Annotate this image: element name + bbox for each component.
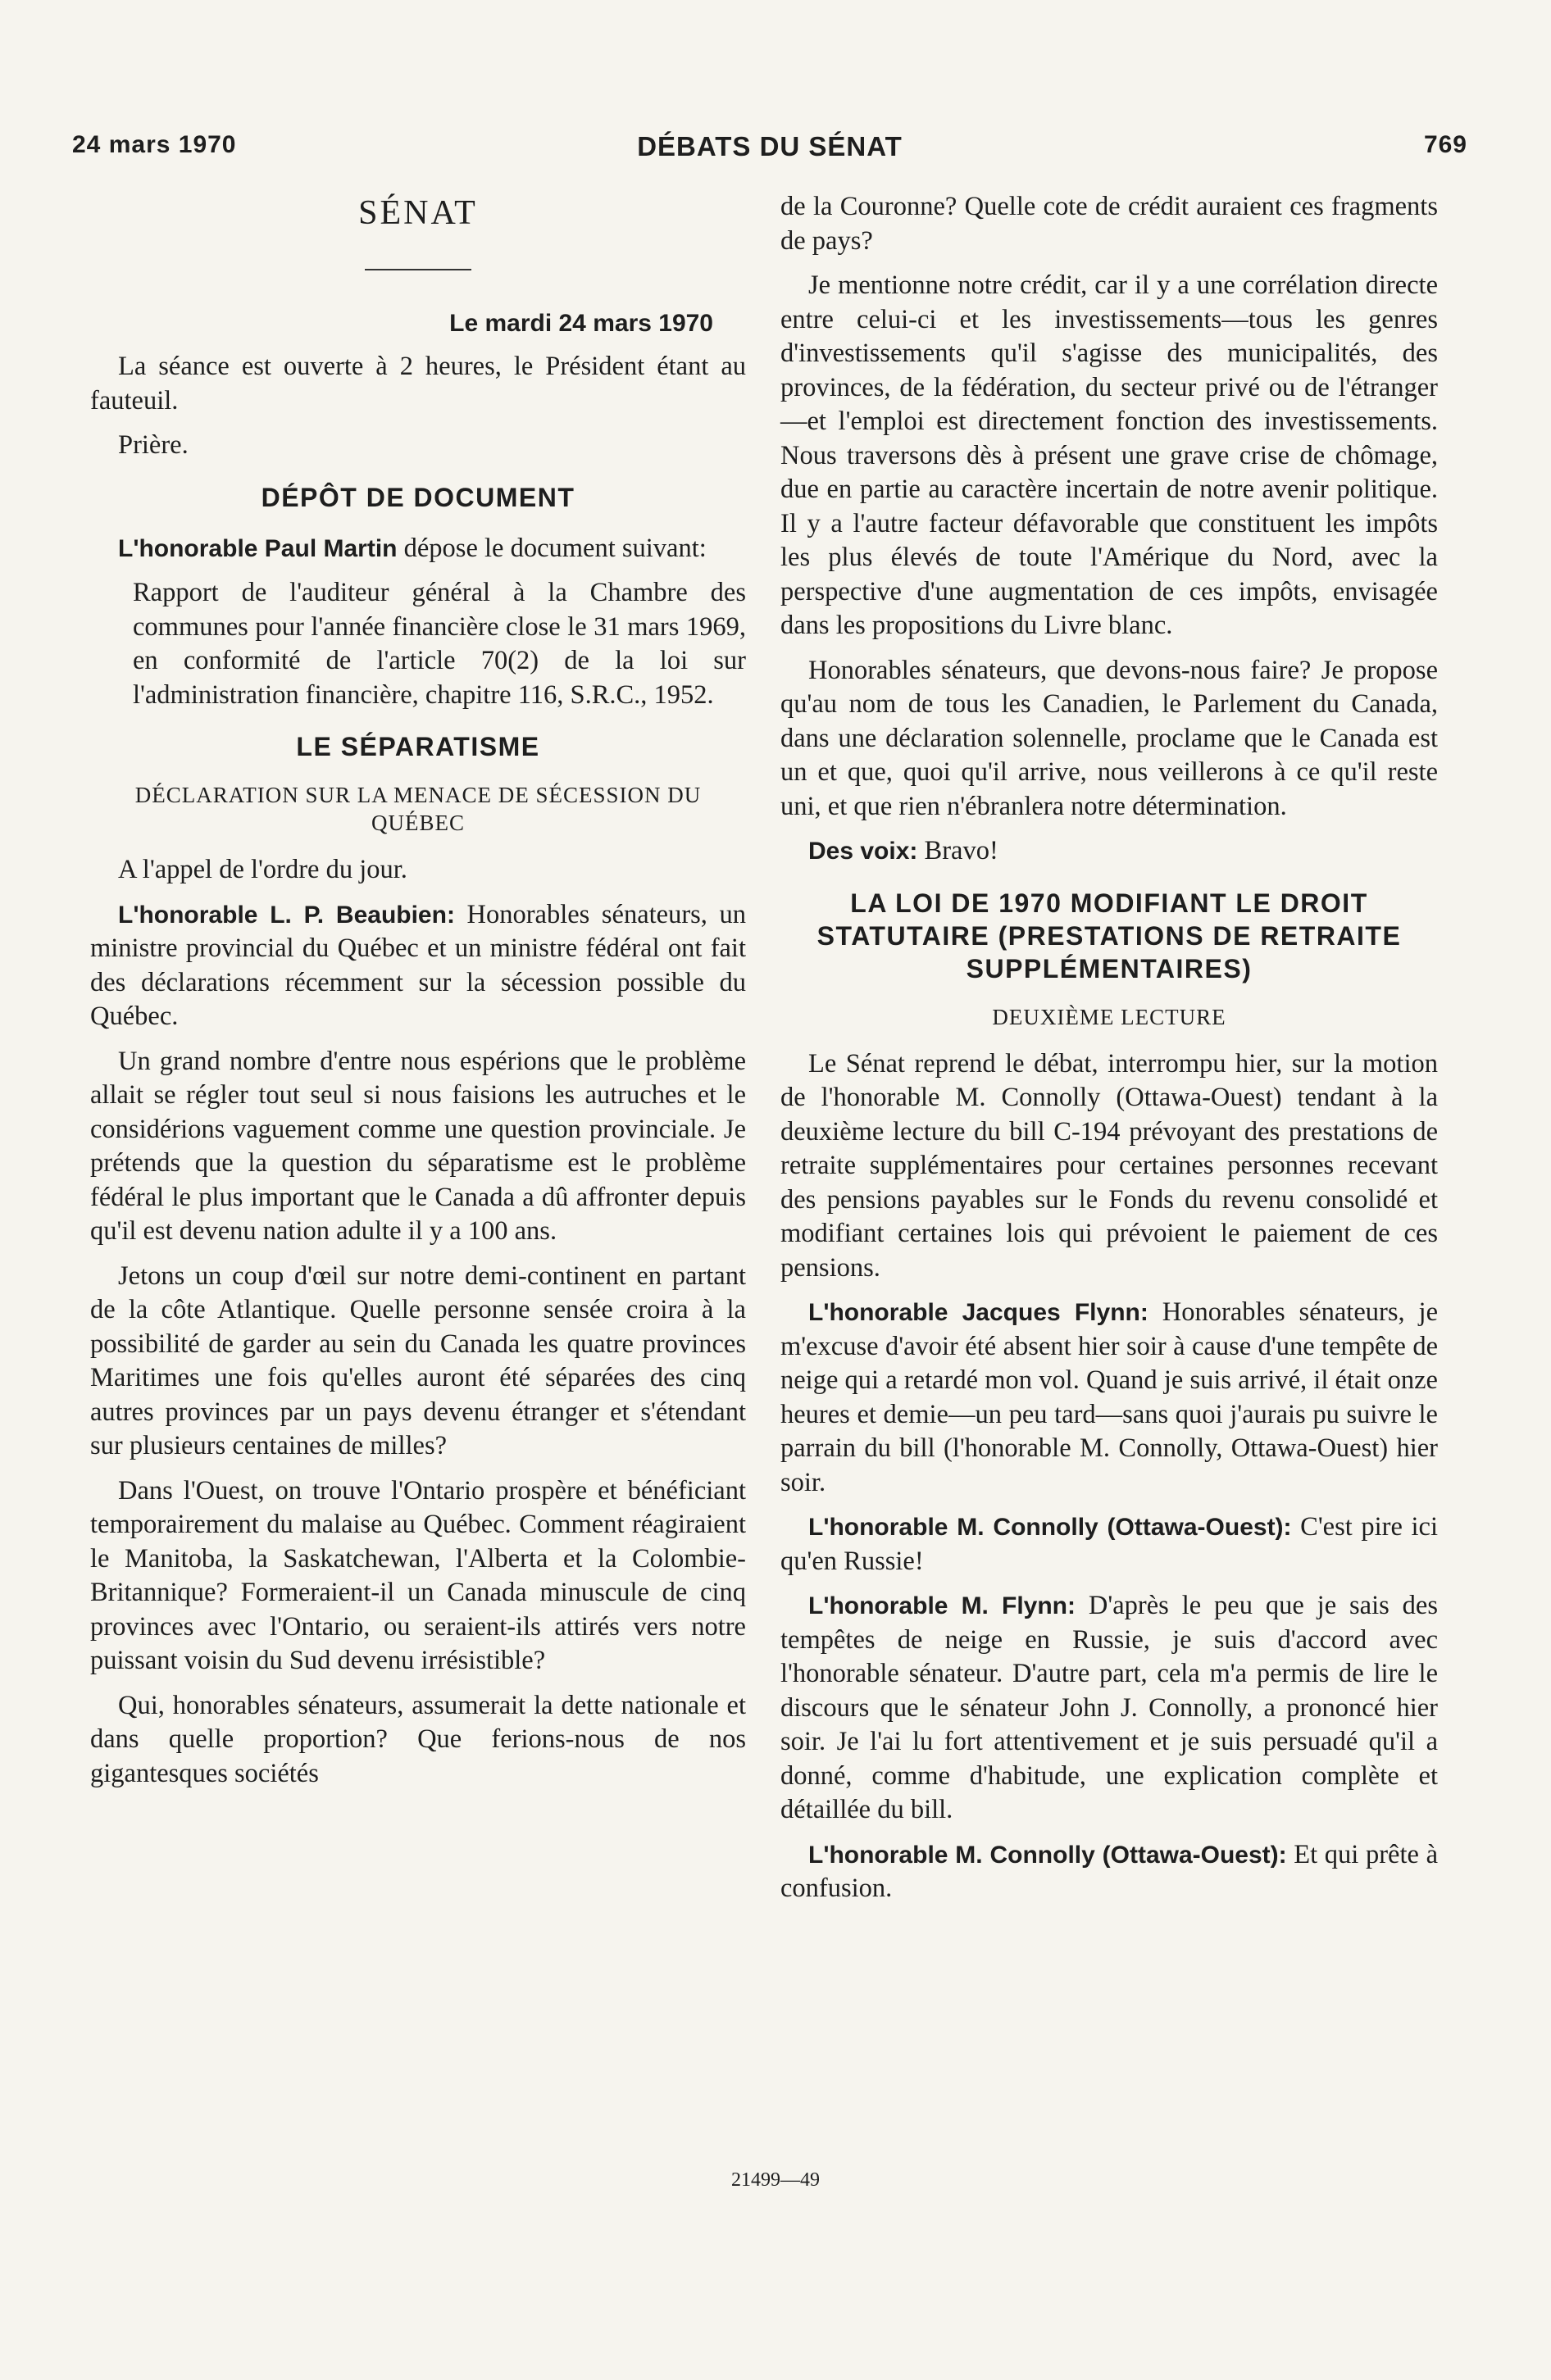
voix-text: Bravo! xyxy=(917,836,998,865)
heading-loi-1970: LA LOI DE 1970 MODIFIANT LE DROIT STATUTAIRE (PRESTATIONS DE RETRAITE SUPPLÉMENTAIRES) xyxy=(816,888,1402,983)
speaker-flynn-1: L'honorable Jacques Flynn: xyxy=(808,1299,1148,1326)
flynn-text-2: D'après le peu que je sais des tempêtes de neige en Russie, je suis d'accord avec l'honorable sénateur. D'autre part, cela m'a permis de lire le discours que le sénateur John J. Connolly, a prononcé hier soir. Je l'ai lu fort attentivement et je suis persuadé qu'il a donné, comme d'habitude, une explication complète et détaillée du bill. xyxy=(780,1591,1438,1824)
voix-paragraph xyxy=(780,834,1438,869)
footer-code: 21499—49 xyxy=(731,2169,820,2191)
flynn-paragraph-2 xyxy=(780,1589,1438,1828)
speaker-flynn-2: L'honorable M. Flynn: xyxy=(808,1592,1076,1619)
heading-depot-document: DÉPÔT DE DOCUMENT xyxy=(261,482,575,512)
beaubien-paragraph xyxy=(90,898,746,1034)
martin-text: dépose le document suivant: xyxy=(397,533,707,563)
sitting-date: Le mardi 24 mars 1970 xyxy=(449,309,713,337)
heading-declaration: DÉCLARATION SUR LA MENACE DE SÉCESSION DU QUÉBEC xyxy=(134,783,702,835)
beaubien-text: Honorables sénateurs, un ministre provincial du Québec et un ministre fédéral ont fait des déclarations récemment sur la sécession possible du Québec. xyxy=(90,899,746,1031)
senat-title: SÉNAT xyxy=(358,194,478,232)
speaker-connolly-2: L'honorable M. Connolly (Ottawa-Ouest): xyxy=(808,1841,1287,1869)
qui-paragraph: Qui, honorables sénateurs, assumerait la dette nationale et dans quelle proportion? Que ferions-nous de nos gigantesques sociétés xyxy=(90,1690,746,1788)
credit-paragraph: Je mentionne notre crédit, car il y a une corrélation directe entre celui-ci et les investissements—tous les genres d'investissements qu'il s'agisse des municipalités, des provinces, de la fédération, du secteur privé ou de l'étranger—et l'emploi est directement fonction des investissements. Nous traversons dès à présent une grave crise de chômage, due en partie au caractère incertain de notre avenir politique. Il y a l'autre facteur défavorable que constituent les impôts les plus élevés de toute l'Amérique du Nord, avec la perspective d'une augmentation de ces impôts, envisagée dans les propositions du Livre blanc. xyxy=(780,270,1438,640)
connolly-text-2: Et qui prête à confusion. xyxy=(780,1839,1438,1903)
header-title: DÉBATS DU SÉNAT xyxy=(637,131,903,161)
connolly-paragraph-2 xyxy=(780,1838,1438,1906)
grand-nombre-paragraph: Un grand nombre d'entre nous espérions que le problème allait se régler tout seul si nous faisions les autruches et le considérions vaguement comme une question provinciale. Je prétends que la question du séparatisme est le problème fédéral le plus important que le Canada a dû affronter depuis qu'il est devenu nation adulte il y a 100 ans. xyxy=(90,1046,746,1246)
flynn-paragraph-1 xyxy=(780,1296,1438,1500)
title-rule xyxy=(365,269,471,270)
jetons-paragraph: Jetons un coup d'œil sur notre demi-continent en partant de la côte Atlantique. Quelle personne sensée croira à la possibilité de garder au sein du Canada les quatre provinces Maritimes une fois qu'elles auront été séparées des cinq autres provinces par un pays devenu étranger et s'étendant sur plusieurs centaines de milles? xyxy=(90,1260,746,1460)
speaker-beaubien: L'honorable L. P. Beaubien: xyxy=(118,901,455,929)
page-header xyxy=(72,131,1467,172)
speaker-voix: Des voix: xyxy=(808,838,918,865)
left-column xyxy=(90,190,746,1801)
couronne-paragraph: de la Couronne? Quelle cote de crédit auraient ces fragments de pays? xyxy=(780,192,1438,256)
heading-separatisme: LE SÉPARATISME xyxy=(296,732,540,761)
reprend-paragraph: Le Sénat reprend le débat, interrompu hier, sur la motion de l'honorable M. Connolly (Ottawa-Ouest) tendant à la deuxième lecture du bill C-194 prévoyant des prestations de retraite supplémentaires pour certaines personnes recevant des pensions payables sur le Fonds du revenu consolidé et modifiant certaines lois qui prévoient le paiement de ces pensions. xyxy=(780,1048,1438,1283)
right-column xyxy=(780,190,1438,1917)
header-date: 24 mars 1970 xyxy=(72,131,237,158)
martin-paragraph xyxy=(90,532,746,566)
connolly-paragraph-1 xyxy=(780,1510,1438,1578)
heading-deuxieme-lecture: DEUXIÈME LECTURE xyxy=(992,1004,1226,1029)
connolly-text-1: C'est pire ici qu'en Russie! xyxy=(780,1512,1438,1576)
priere-paragraph: Prière. xyxy=(118,430,189,460)
honorables-paragraph: Honorables sénateurs, que devons-nous faire? Je propose qu'au nom de tous les Canadien, le Parlement du Canada, dans une déclaration solennelle, proclame que le Canada est un et que, quoi qu'il arrive, nous veillerons à ce qu'il reste uni, et que rien n'ébranlera notre détermination. xyxy=(780,655,1438,821)
speaker-connolly-1: L'honorable M. Connolly (Ottawa-Ouest): xyxy=(808,1514,1292,1541)
ouest-paragraph: Dans l'Ouest, on trouve l'Ontario prospère et bénéficiant temporairement du malaise au Québec. Comment réagiraient le Manitoba, la Saskatchewan, l'Alberta et la Colombie-Britannique? Formeraient-il un Canada minuscule de cinq provinces avec l'Ontario, ou seraient-ils attirés vers notre puissant voisin du Sud devenu irrésistible? xyxy=(90,1475,746,1675)
header-page-number: 769 xyxy=(1423,131,1467,158)
opening-paragraph: La séance est ouverte à 2 heures, le Président étant au fauteuil. xyxy=(90,352,746,416)
speaker-martin: L'honorable Paul Martin xyxy=(118,534,398,562)
flynn-text-1: Honorables sénateurs, je m'excuse d'avoir été absent hier soir à cause d'une tempête de neige qui a retardé mon vol. Quand je suis arrivé, il était onze heures et demie—un peu tard—sans quoi j'aurais pu suivre le parrain du bill (l'honorable M. Connolly, Ottawa-Ouest) hier soir. xyxy=(780,1297,1438,1497)
document-quote: Rapport de l'auditeur général à la Chambre des communes pour l'année financière close le 31 mars 1969, en conformité de l'article 70(2) de la loi sur l'administration financière, chapitre 116, S.R.C., 1952. xyxy=(133,578,746,710)
appel-paragraph: A l'appel de l'ordre du jour. xyxy=(118,855,407,884)
